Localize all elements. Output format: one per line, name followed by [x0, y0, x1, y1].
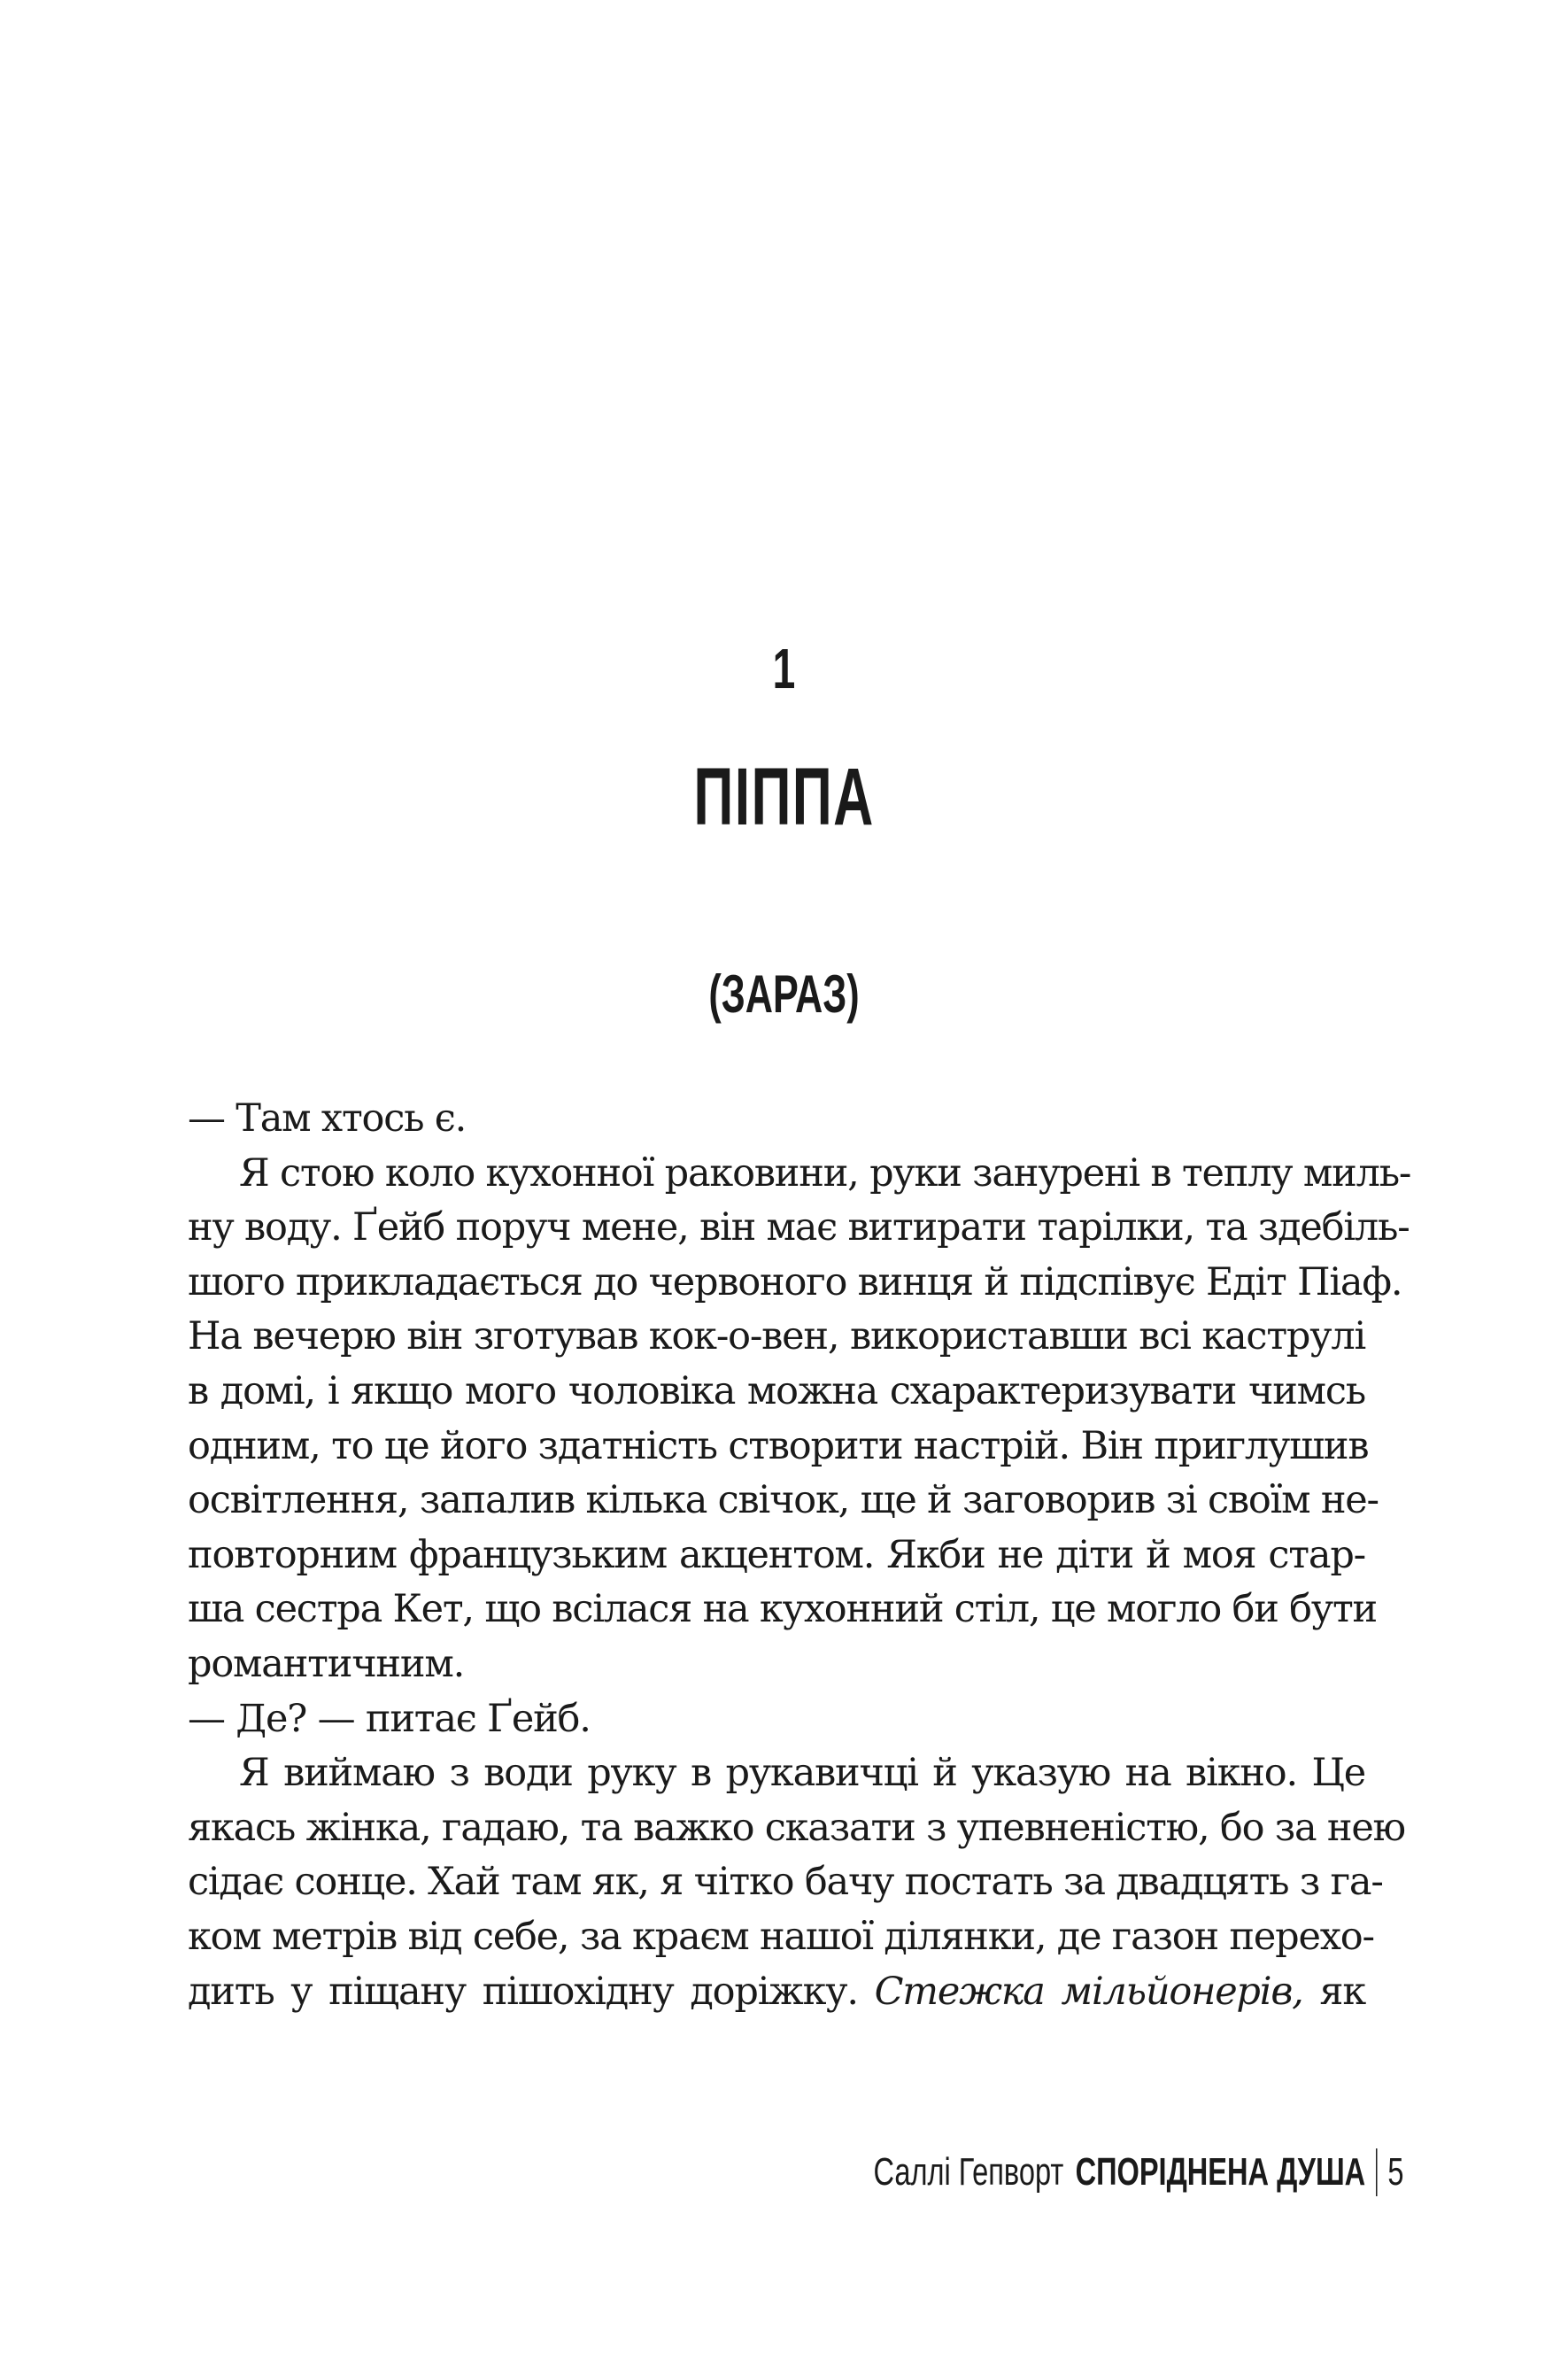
text-line: На вечерю він зготував кок-о-вен, використавши всі каструлі	[188, 1314, 1365, 1359]
text-line: сідає сонце. Хай там як, я чітко бачу постать за двадцять з га-	[188, 1860, 1383, 1905]
italic-phrase: Стежка мільйонерів,	[874, 1969, 1303, 2014]
text-line: Я стою коло кухонної раковини, руки занурені в теплу миль-	[239, 1150, 1411, 1196]
text-line: — Там хтось є.	[188, 1096, 467, 1141]
text-line: ком метрів від себе, за краєм нашої ділянки, де газон перехо-	[188, 1914, 1374, 1959]
text-line: освітлення, запалив кілька свічок, ще й заговорив зі своїм не-	[188, 1478, 1379, 1523]
chapter-title: ПІППА	[693, 752, 875, 842]
text-line: одним, то це його здатність створити настрій. Він приглушив	[188, 1423, 1369, 1468]
text-line: романтичним.	[188, 1641, 465, 1686]
text-segment: як	[1319, 1969, 1365, 2014]
chapter-body	[188, 1092, 1411, 2019]
running-footer	[687, 2141, 1403, 2203]
footer-author: Саллі Гепворт	[873, 2150, 1063, 2194]
text-line-mixed	[188, 1965, 1365, 2020]
chapter-subtitle: (ЗАРАЗ)	[708, 964, 860, 1024]
footer-separator	[1376, 2148, 1377, 2196]
text-line: шого прикладається до червоного винця й підспівує Едіт Піаф.	[188, 1259, 1402, 1304]
text-line: ша сестра Кет, що всілася на кухонний стіл, це могло би бути	[188, 1587, 1377, 1632]
text-line: в домі, і якщо мого чоловіка можна схарактеризувати чимсь	[188, 1368, 1365, 1413]
footer-book-title: СПОРІДНЕНА ДУША	[1075, 2150, 1365, 2194]
chapter-number: 1	[772, 637, 796, 700]
page-number: 5	[1386, 2150, 1403, 2194]
text-line: Я виймаю з води руку в рукавичці й указую на вікно. Це	[239, 1751, 1365, 1796]
text-line: — Де? — питає Ґейб.	[188, 1696, 591, 1741]
text-line: повторним французьким акцентом. Якби не діти й моя стар-	[188, 1532, 1365, 1577]
text-segment: дить у піщану пішохідну доріжку.	[188, 1969, 858, 2014]
text-line: ну воду. Ґейб поруч мене, він має витирати тарілки, та здебіль-	[188, 1205, 1410, 1250]
text-line: якась жінка, гадаю, та важко сказати з упевненістю, бо за нею	[188, 1805, 1405, 1850]
